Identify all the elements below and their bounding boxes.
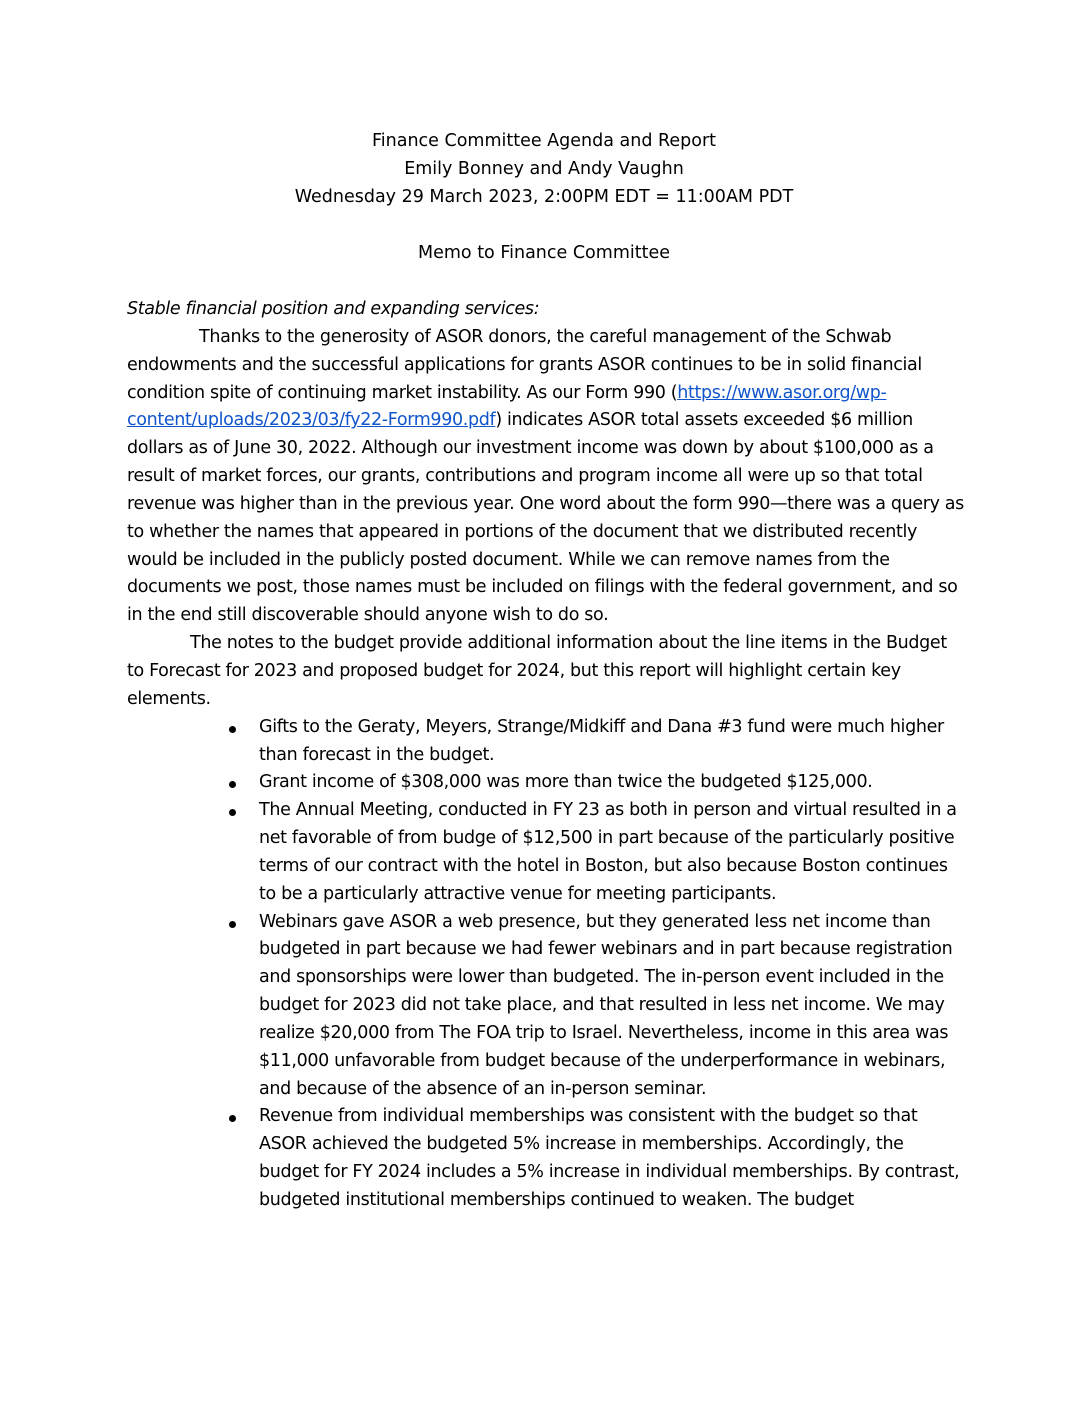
paragraph-text: Thanks to the generosity of ASOR donors, the careful management of the Schwab endowments and the successful applications for grants ASOR continues to be in solid financial condition spite of continuing market instability. As our Form 990 ( (127, 326, 922, 403)
list-item (259, 1103, 967, 1214)
meeting-datetime: Wednesday 29 March 2023, 2:00PM EDT = 11:00AM PDT (294, 186, 794, 207)
list-item-text: Revenue from individual memberships was consistent with the budget so that ASOR achieved the budgeted 5% increase in memberships. Accordingly, the budget for FY 2024 includes a 5% increase in individual memberships. By contrast, budgeted institutional memberships continued to weaken. The budget (259, 1106, 960, 1210)
list-item (259, 714, 967, 770)
list-item (259, 769, 967, 797)
bullet-icon (229, 921, 236, 928)
list-item-text: Grant income of $308,000 was more than twice the budgeted $125,000. (259, 772, 873, 793)
memo-title: Memo to Finance Committee (418, 243, 670, 263)
list-item (259, 797, 967, 908)
document-title: Finance Committee Agenda and Report (371, 131, 717, 151)
paragraph-text: ) indicates ASOR total assets exceeded $6 million dollars as of June 30, 2022. Although our investment income was down by about $100,000 as a result of market forces, our grants, contributions and program income all were up so that total revenue was higher than in the previous year. One word about the form 990—there was a query as to whether the names that appeared in portions of the document that we distributed recently would be included in the publicly posted document. While we can remove names from the documents we post, those names must be included on filings with the federal government, and so in the end still discoverable should anyone wish to do so. (127, 410, 964, 626)
bullet-icon (229, 781, 236, 788)
bullet-icon (229, 809, 236, 816)
bullet-icon (229, 1115, 236, 1122)
list-item-text: The Annual Meeting, conducted in FY 23 as both in person and virtual resulted in a net favorable of from budge of $12,500 in part because of the particularly positive terms of our contract with the hotel in Boston, but also because Boston continues to be a particularly attractive venue for meeting participants. (259, 800, 957, 904)
paragraph-financial-position (127, 324, 967, 630)
list-item-text: Gifts to the Geraty, Meyers, Strange/Midkiff and Dana #3 fund were much higher than forecast in the budget. (259, 716, 944, 765)
memo-body (127, 296, 967, 1215)
paragraph-budget-notes: The notes to the budget provide additional information about the line items in the Budget to Forecast for 2023 and proposed budget for 2024, but this report will highlight certain key elements. (127, 633, 947, 709)
bullet-icon (229, 726, 236, 733)
section-heading: Stable financial position and expanding services: (127, 299, 540, 319)
highlights-list (127, 714, 967, 1215)
document-header (0, 128, 1088, 211)
form990-link[interactable]: https://www.asor.org/wp-content/uploads/2023/03/fy22-Form990.pdf (127, 382, 887, 431)
list-item-text: Webinars gave ASOR a web presence, but they generated less net income than budgeted in part because we had fewer webinars and in part because registration and sponsorships were lower than budgeted. The in-person event included in the budget for 2023 did not take place, and that resulted in less net income. We may realize $20,000 from The FOA trip to Israel. Nevertheless, income in this area was $11,000 unfavorable from budget because of the underperformance in webinars, and because of the absence of an in-person seminar. (259, 911, 953, 1099)
document-authors: Emily Bonney and Andy Vaughn (404, 158, 684, 179)
list-item (259, 909, 967, 1104)
